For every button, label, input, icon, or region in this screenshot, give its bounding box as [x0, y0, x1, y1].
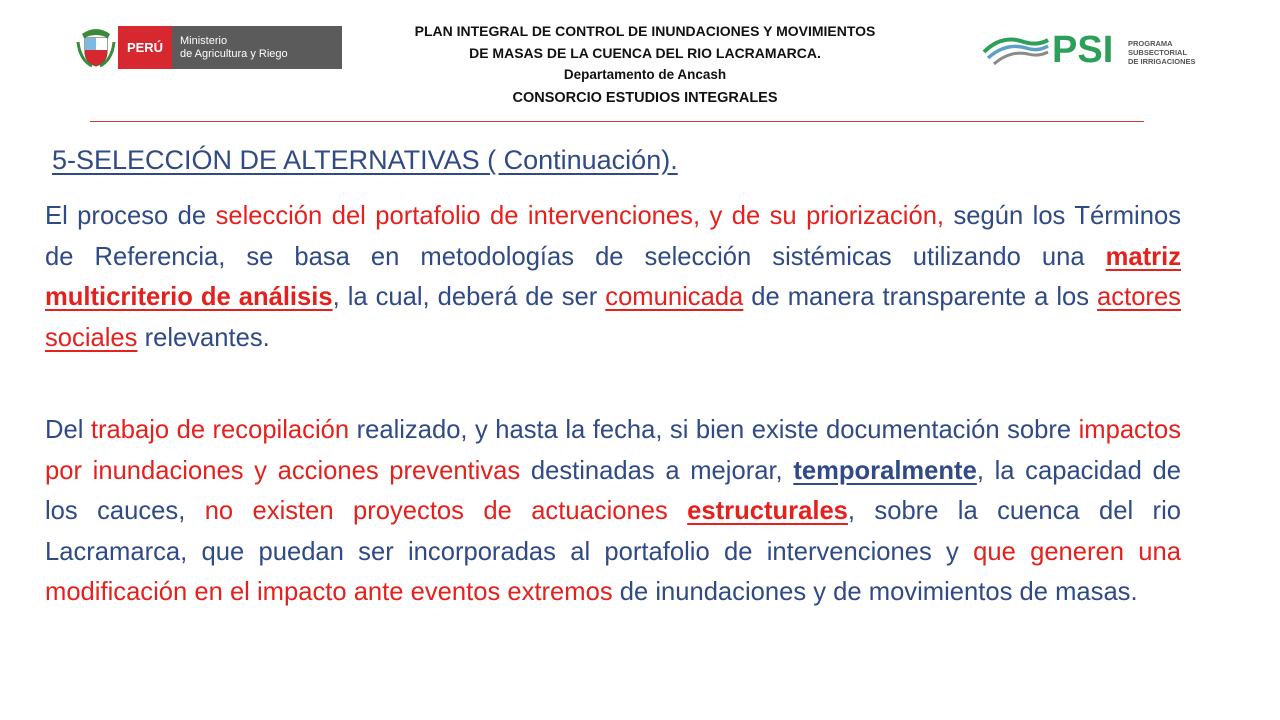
header-line4: CONSORCIO ESTUDIOS INTEGRALES	[512, 90, 778, 106]
p1-highlight-communicated: comunicada	[605, 283, 744, 311]
p2-highlight-temporarily: temporalmente	[793, 456, 977, 485]
ministry-label	[172, 26, 342, 69]
coat-of-arms-icon	[76, 26, 116, 69]
water-waves-icon	[984, 40, 1048, 64]
p2-highlight-no-projects: no existen proyectos de actuaciones	[204, 497, 688, 525]
p2-text-1: Del	[45, 416, 91, 444]
p2-text-5: , sobre la cuenca del rio Lacramarca, que puedan ser incorporadas al portafolio de intervenciones y	[45, 497, 1181, 566]
p1-highlight-matrix: matriz multicriterio de análisis	[45, 242, 1181, 311]
p2-text-6: de inundaciones y de movimientos de masas.	[612, 578, 1138, 606]
psi-logo	[982, 26, 1212, 70]
header-line1: PLAN INTEGRAL DE CONTROL DE INUNDACIONES Y MOVIMIENTOS	[414, 23, 876, 39]
paragraph-1	[45, 196, 1181, 358]
header-line3: Departamento de Ancash	[563, 67, 727, 82]
p2-text-4: , la capacidad de los cauces,	[45, 456, 1181, 525]
p2-highlight-modification: que generen una modificación en el impacto ante eventos extremos	[45, 537, 1181, 606]
paragraph-2	[45, 410, 1181, 613]
ministry-line1: Ministerio	[180, 34, 228, 47]
p1-highlight-actors: actores sociales	[45, 283, 1181, 352]
ministry-logo	[76, 26, 342, 69]
p2-highlight-compilation: trabajo de recopilación	[90, 416, 350, 444]
p1-text-3: , la cual, deberá de ser	[332, 283, 606, 311]
p2-highlight-impacts: impactos por inundaciones y acciones preventivas	[45, 416, 1181, 485]
section-title: 5-SELECCIÓN DE ALTERNATIVAS ( Continuación).	[52, 145, 678, 175]
p1-text-4: de manera transparente a los	[743, 283, 1098, 311]
psi-line3: DE IRRIGACIONES	[1128, 57, 1196, 66]
psi-line1: PROGRAMA	[1128, 39, 1173, 48]
p1-highlight-portfolio: selección del portafolio de intervenciones, y de su priorización,	[215, 202, 945, 230]
p2-text-3: destinadas a mejorar,	[520, 456, 794, 485]
p1-text-5: relevantes.	[137, 323, 270, 352]
header-line2: DE MASAS DE LA CUENCA DEL RIO LACRAMARCA.	[469, 45, 821, 61]
psi-acronym: PSI	[1052, 29, 1114, 70]
p2-highlight-structural: estructurales	[687, 497, 848, 525]
document-header	[330, 20, 960, 110]
ministry-line2: de Agricultura y Riego	[180, 47, 288, 60]
psi-line2: SUBSECTORIAL	[1128, 48, 1188, 57]
p1-text-2: según los Términos de Referencia, se basa en metodologías de selección sistémicas utilizando una	[45, 202, 1181, 271]
p1-text-1: El proceso de	[45, 202, 216, 230]
header-divider	[90, 121, 1144, 122]
p2-text-2: realizado, y hasta la fecha, si bien existe documentación sobre	[349, 416, 1079, 444]
peru-label: PERÚ	[118, 26, 172, 69]
